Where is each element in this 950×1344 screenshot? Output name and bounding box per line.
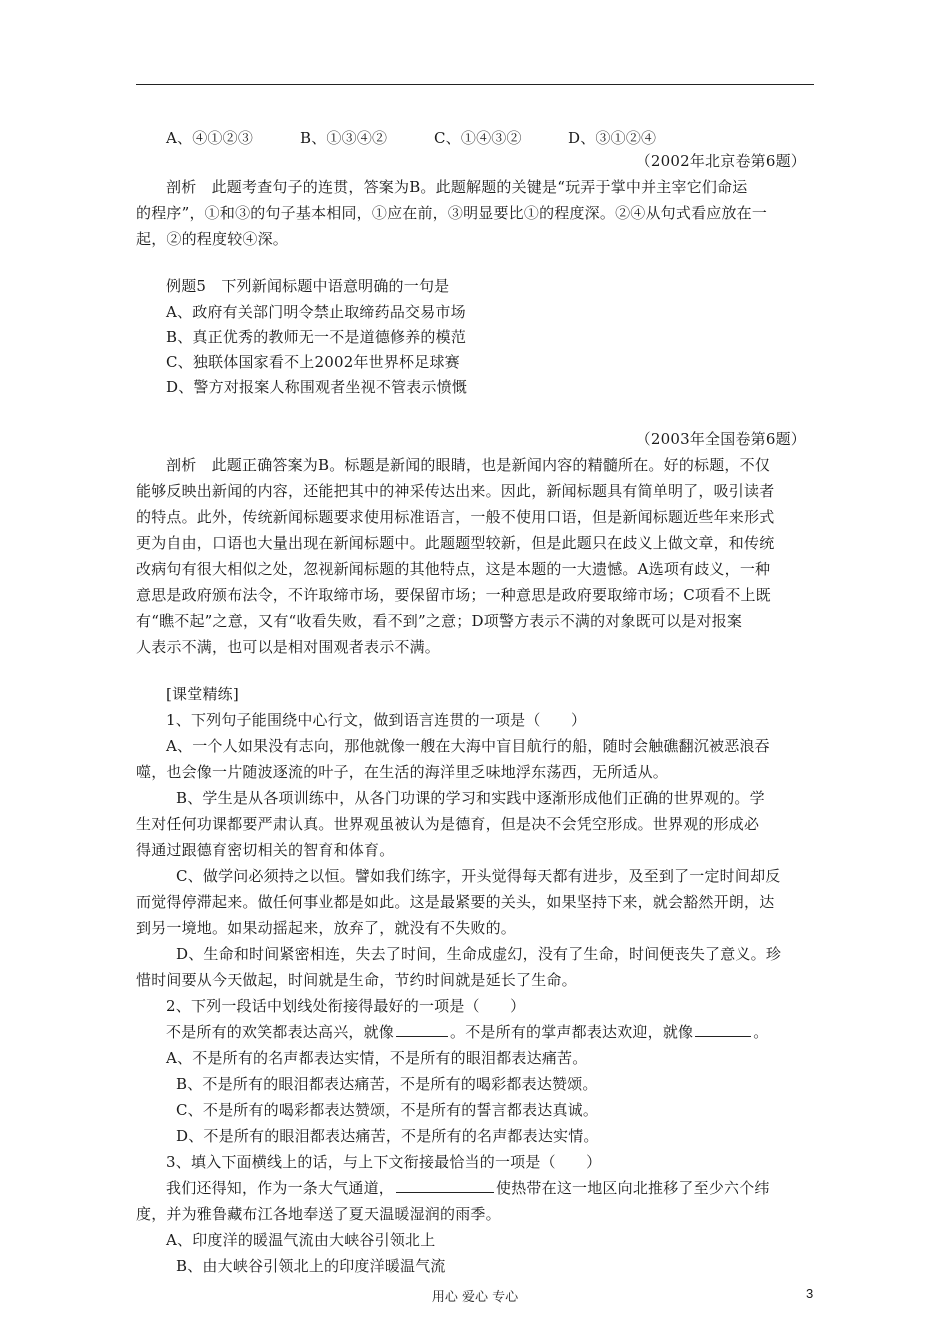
analysis-line: 的特点。此外，传统新闻标题要求使用标准语言，一般不使用口语，但是新闻标题近些年来形式 — [136, 508, 775, 526]
header-rule — [136, 84, 814, 85]
fill-blank — [695, 1022, 751, 1037]
option-a: A、④①②③ — [166, 129, 254, 147]
q1-option-d: D、生命和时间紧密相连，失去了时间，生命成虚幻，没有了生命，时间便丧失了意义。珍 — [176, 945, 782, 963]
analysis-line: 剖析 此题正确答案为B。标题是新闻的眼睛，也是新闻内容的精髓所在。好的标题，不仅 — [166, 456, 771, 474]
analysis-line: 人表示不满，也可以是相对围观者表示不满。 — [136, 638, 441, 656]
analysis-line: 能够反映出新闻的内容，还能把其中的神采传达出来。因此，新闻标题具有简单明了，吸引读者 — [136, 482, 775, 500]
question-3: 3、填入下面横线上的话，与上下文衔接最恰当的一项是（ ） — [166, 1153, 602, 1171]
q2-option-b: B、不是所有的眼泪都表达痛苦，不是所有的喝彩都表达赞颂。 — [176, 1075, 598, 1093]
analysis-line: 改病句有很大相似之处，忽视新闻标题的其他特点，这是本题的一大遗憾。A选项有歧义，一种 — [136, 560, 771, 578]
option-c: C、①④③② — [434, 129, 522, 147]
q2-option-d: D、不是所有的眼泪都表达痛苦，不是所有的名声都表达实情。 — [176, 1127, 599, 1145]
fill-blank — [396, 1022, 448, 1037]
q1-option-b: B、学生是从各项训练中，从各门功课的学习和实践中逐渐形成他们正确的世界观的。学 — [176, 789, 765, 807]
page-footer: 用心 爱心 专心 — [431, 1290, 519, 1305]
analysis-line: 的程序”，①和③的句子基本相同，①应在前，③明显要比①的程度深。②④从句式看应放在一 — [136, 204, 768, 222]
example-option-d: D、警方对报案人称围观者坐视不管表示愤慨 — [166, 378, 468, 396]
q1-option-b-cont: 生对任何功课都要严肃认真。世界观虽被认为是德育，但是决不会凭空形成。世界观的形成必 — [136, 815, 760, 833]
q2-option-a: A、不是所有的名声都表达实情，不是所有的眼泪都表达痛苦。 — [166, 1049, 588, 1067]
q3-option-a: A、印度洋的暖温气流由大峡谷引领北上 — [166, 1231, 436, 1249]
source-citation: （2003年全国卷第6题） — [635, 430, 806, 448]
q3-option-b: B、由大峡谷引领北上的印度洋暖温气流 — [176, 1257, 446, 1275]
option-d: D、③①②④ — [568, 129, 657, 147]
options-row — [166, 128, 844, 148]
q1-option-c-cont: 到另一境地。如果动摇起来，放弃了，就没有不失败的。 — [136, 919, 517, 937]
example-option-b: B、真正优秀的教师无一不是道德修养的模范 — [166, 328, 467, 346]
question-2: 2、下列一段话中划线处衔接得最好的一项是（ ） — [166, 997, 526, 1015]
analysis-line: 起，②的程度较④深。 — [136, 230, 289, 248]
analysis-line: 有“瞧不起”之意，又有“收看失败，看不到”之意；D项警方表示不满的对象既可以是对报案 — [136, 612, 743, 630]
q1-option-a-cont: 噬，也会像一片随波逐流的叶子，在生活的海洋里乏味地浮东荡西，无所适从。 — [136, 763, 669, 781]
analysis-line: 更为自由，口语也大量出现在新闻标题中。此题题型较新，但是此题只在歧义上做文章，和传统 — [136, 534, 775, 552]
page-number: 3 — [806, 1286, 814, 1301]
analysis-line: 剖析 此题考查句子的连贯，答案为B。此题解题的关键是“玩弄于掌中并主宰它们命运 — [166, 178, 748, 196]
example-title: 例题5 下列新闻标题中语意明确的一句是 — [166, 277, 450, 295]
q1-option-c-cont: 而觉得停滞起来。做任何事业都是如此。这是最紧要的关头，如果坚持下来，就会豁然开朗，达 — [136, 893, 775, 911]
option-b: B、①③④② — [300, 129, 388, 147]
question-1: 1、下列句子能围绕中心行文，做到语言连贯的一项是（ ） — [166, 711, 587, 729]
example-option-c: C、独联体国家看不上2002年世界杯足球赛 — [166, 353, 460, 371]
q1-option-d-cont: 惜时间要从今天做起，时间就是生命，节约时间就是延长了生命。 — [136, 971, 577, 989]
q2-option-c: C、不是所有的喝彩都表达赞颂，不是所有的誓言都表达真诚。 — [176, 1101, 599, 1119]
q1-option-b-cont: 得通过跟德育密切相关的智育和体育。 — [136, 841, 395, 859]
q1-option-a: A、一个人如果没有志向，那他就像一艘在大海中盲目航行的船，随时会触礁翻沉被恶浪吞 — [166, 737, 770, 755]
example-option-a: A、政府有关部门明令禁止取缔药品交易市场 — [166, 303, 466, 321]
source-citation: （2002年北京卷第6题） — [635, 152, 806, 170]
analysis-line: 意思是政府颁布法令，不许取缔市场，要保留市场；一种意思是政府要取缔市场；C项看不上既 — [136, 586, 771, 604]
q3-stem: 我们还得知，作为一条大气通道， 使热带在这一地区向北推移了至少六个纬 — [166, 1179, 770, 1197]
q2-stem: 不是所有的欢笑都表达高兴，就像 。不是所有的掌声都表达欢迎，就像 。 — [166, 1023, 769, 1041]
fill-blank — [396, 1178, 494, 1193]
section-heading: [课堂精练] — [166, 685, 239, 703]
q3-stem-cont: 度，并为雅鲁藏布江各地奉送了夏天温暖湿润的雨季。 — [136, 1205, 501, 1223]
q1-option-c: C、做学问必须持之以恒。譬如我们练字，开头觉得每天都有进步，及至到了一定时间却反 — [176, 867, 781, 885]
